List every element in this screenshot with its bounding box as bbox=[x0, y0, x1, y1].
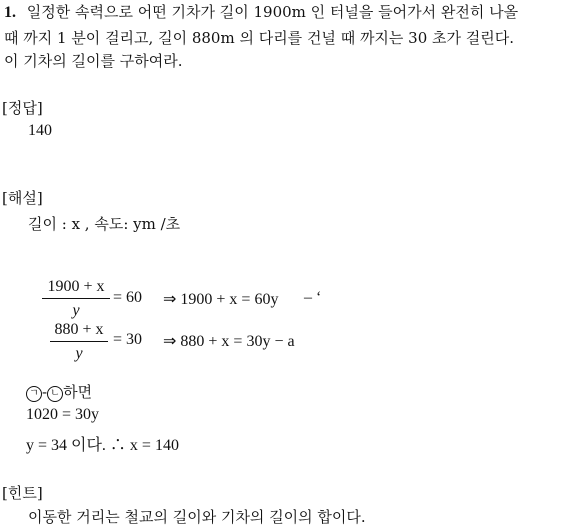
hint-text: 이동한 거리는 철교의 길이와 기차의 길이의 합이다. bbox=[28, 508, 366, 526]
circle-b-icon: ㄴ bbox=[47, 386, 63, 402]
equation-1-fraction bbox=[42, 278, 110, 320]
circle-a-icon: ㄱ bbox=[26, 386, 42, 402]
problem-statement bbox=[4, 1, 518, 22]
answer-value: 140 bbox=[28, 122, 52, 139]
equation-2-result: ⇒ 880 + x = 30y − a bbox=[163, 333, 295, 350]
fraction-bar bbox=[50, 341, 108, 342]
equation-2-rhs: = 30 bbox=[113, 331, 143, 348]
hint-label: [힌트] bbox=[2, 484, 43, 502]
step-dash: - bbox=[42, 383, 48, 401]
problem-line-2: 때 까지 1 분이 걸리고, 길이 880m 의 다리를 건널 때 까지는 30 초가 걸린다. bbox=[4, 29, 515, 47]
problem-line-1: 일정한 속력으로 어떤 기차가 길이 1900m 인 터널을 들어가서 완전히 나올 bbox=[26, 3, 519, 21]
step-3: y = 34 이다. ∴ x = 140 bbox=[26, 437, 179, 454]
solution-label: [해설] bbox=[2, 189, 43, 207]
equation-1-denominator: y bbox=[72, 302, 80, 319]
equation-1-tag: – ‘ bbox=[304, 289, 322, 306]
equation-1-numerator: 1900 + x bbox=[47, 278, 105, 295]
equation-2-numerator: 880 + x bbox=[54, 321, 104, 338]
step-2: 1020 = 30y bbox=[26, 406, 100, 423]
equation-1-result: ⇒ 1900 + x = 60y bbox=[163, 291, 279, 308]
step-subtract bbox=[26, 381, 92, 402]
variable-definitions: 길이 : x , 속도: ym /초 bbox=[28, 215, 181, 233]
equation-2-denominator: y bbox=[75, 345, 83, 362]
equation-2-fraction bbox=[50, 321, 108, 363]
fraction-bar bbox=[42, 298, 110, 299]
problem-number: 1. bbox=[4, 4, 16, 21]
answer-label: [정답] bbox=[2, 99, 43, 117]
step-text: 하면 bbox=[63, 383, 93, 401]
equation-1-rhs: = 60 bbox=[113, 289, 143, 306]
problem-line-3: 이 기차의 길이를 구하여라. bbox=[4, 52, 183, 70]
